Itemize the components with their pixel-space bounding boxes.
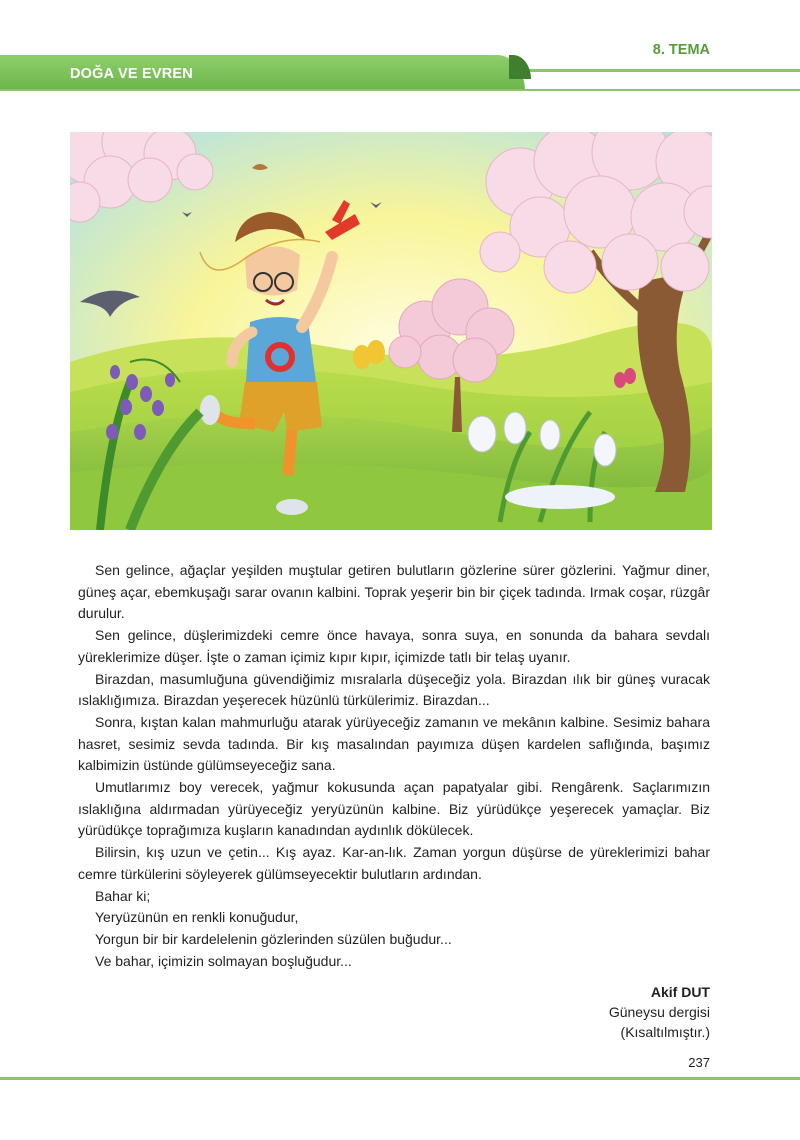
author-name: Akif DUT bbox=[650, 984, 710, 1000]
article-body bbox=[78, 560, 710, 972]
paragraph: Bilirsin, kış uzun ve çetin... Kış ayaz. Kar-an-lık. Zaman yorgun düşürse de yüreklerimizi bahar cemre türkülerini söyleyerek gülümseyecektir bulutların ardından. bbox=[78, 844, 710, 882]
paragraph: Sonra, kıştan kalan mahmurluğu atarak yürüyeceğiz zamanın ve mekânın kalbine. Sesimiz bahara hasret, sesimiz sevda tadında. Bir kış masalından payımıza düşen kardelen saflığında, başımız kalbimizin üstünde gülümseyeceğiz sana. bbox=[78, 713, 710, 774]
verse-line: Yorgun bir bir kardelelenin gözlerinden süzülen buğudur... bbox=[95, 930, 452, 947]
header-rule bbox=[0, 89, 800, 91]
paragraph: Umutlarımız boy verecek, yağmur kokusunda açan papatyalar gibi. Rengârenk. Saçlarımızın ıslaklığına aldırmadan yürüyeceğiz yeryüzünün kalbine. Biz yürüdükçe yeşerecek yamaçlar. Biz yürüdükçe toprağımıza kuşların kanadından aydınlık dökülecek. bbox=[78, 779, 710, 839]
source-name: Güneysu dergisi bbox=[608, 1004, 710, 1020]
spring-illustration bbox=[70, 132, 712, 530]
verse-line: Yeryüzünün en renkli konuğudur, bbox=[95, 909, 299, 926]
verse-line: Bahar ki; bbox=[95, 887, 151, 904]
paragraph: Sen gelince, ağaçlar yeşilden muştular getiren bulutların gözlerine sürer gözlerini. Yağmur diner, güneş açar, ebemkuşağı sarar ovanın kalbini. Toprak yeşerir bin bir çiçek tadında. Irmak coşar, rüzgâr durulur. bbox=[78, 562, 710, 622]
page-number: 237 bbox=[688, 1055, 710, 1070]
paragraph: Birazdan, masumluğuna güvendiğimiz mısralarla düşeceğiz yola. Birazdan ılık bir güneş vuracak ıslaklığımıza. Birazdan yeşerecek hüzünlü türkülerimiz. Birazdan... bbox=[78, 670, 710, 709]
abridged-note: (Kısaltılmıştır.) bbox=[620, 1024, 710, 1040]
section-title: DOĞA VE EVREN bbox=[70, 66, 193, 82]
footer-rule bbox=[0, 1077, 800, 1080]
paragraph: Sen gelince, düşlerimizdeki cemre önce havaya, sonra suya, en sonunda da bahara sevdalı yüreklerimize düşer. İşte o zaman içimiz kıpır kıpır, içimizde tatlı bir telaş uyanır. bbox=[78, 627, 710, 665]
header-rule-top bbox=[528, 69, 800, 72]
verse-line: Ve bahar, içimizin solmayan boşluğudur... bbox=[95, 952, 352, 969]
theme-label: 8. TEMA bbox=[652, 42, 710, 58]
credit-block bbox=[540, 982, 710, 1042]
